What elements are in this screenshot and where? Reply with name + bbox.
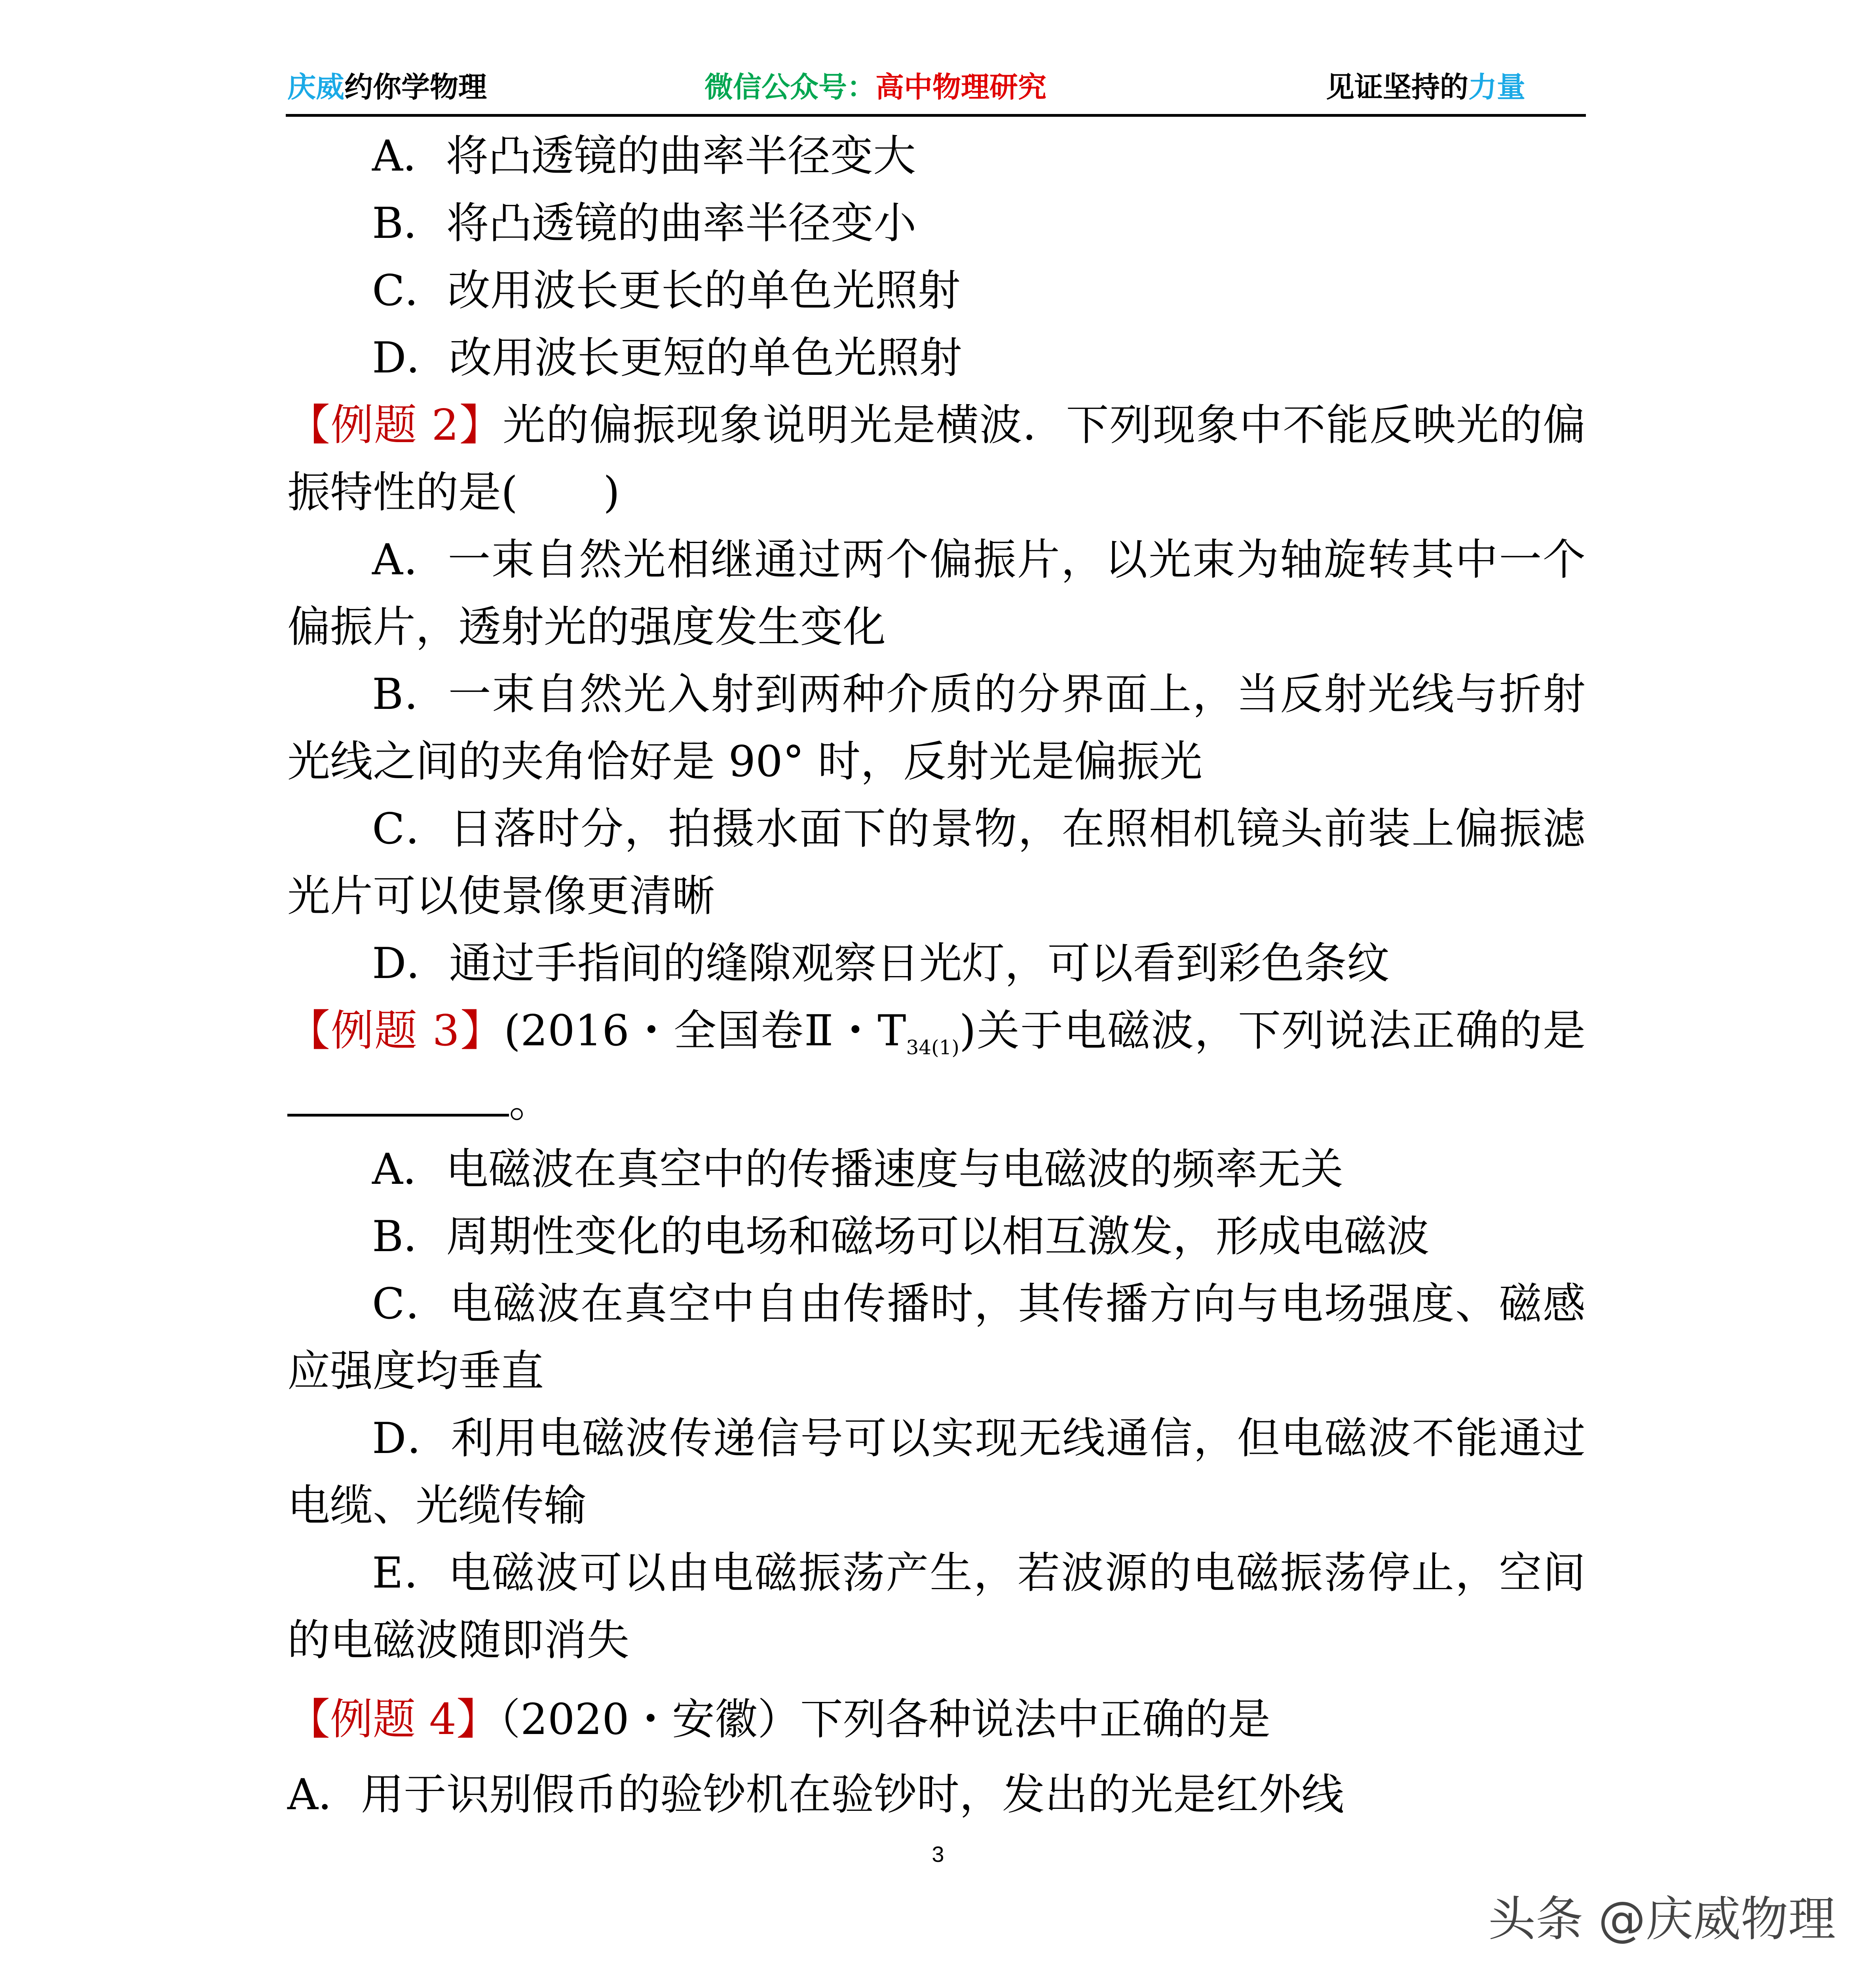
q3-option-c-1: C．电磁波在真空中自由传播时，其传播方向与电场强度、磁感 [372,1279,1585,1329]
q1-option-c: C．改用波长更长的单色光照射 [372,266,961,315]
header-mid-a: 微信公众号： [704,70,876,104]
q3-blank-line [287,1077,1585,1128]
header-right-b: 力量 [1468,70,1526,104]
header-left-b: 约你学物理 [344,70,487,104]
q3-option-e-2: 的电磁波随即消失 [287,1616,630,1665]
q3-option-b: B．周期性变化的电场和磁场可以相互激发，形成电磁波 [372,1212,1430,1261]
page-number: 3 [932,1842,944,1867]
q1-option-d: D．改用波长更短的单色光照射 [372,333,962,383]
q4-stem-text: （2020・安徽）下列各种说法中正确的是 [499,1695,1270,1744]
q3-option-d-2: 电缆、光缆传输 [287,1481,587,1531]
q3-source-sub: 34(1) [906,1036,959,1059]
q2-option-d: D．通过手指间的缝隙观察日光灯，可以看到彩色条纹 [372,939,1390,988]
q2-stem-2: 振特性的是( ) [287,468,620,517]
header-right-a: 见证坚持的 [1326,70,1469,104]
q3-option-e-1: E．电磁波可以由电磁振荡产生，若波源的电磁振荡停止，空间 [372,1548,1585,1598]
q2-option-b-2: 光线之间的夹角恰好是 90° 时，反射光是偏振光 [287,737,1203,786]
q2-stem-1: 光的偏振现象说明光是横波．下列现象中不能反映光的偏 [503,401,1585,450]
q2-option-c-1: C．日落时分，拍摄水面下的景物，在照相机镜头前装上偏振滤 [372,804,1585,854]
header-mid [704,67,1046,107]
q4-option-a: A．用于识别假币的验钞机在验钞时，发出的光是红外线 [287,1770,1344,1819]
answer-blank [287,1082,509,1117]
header-right [1326,67,1525,107]
q4-stem [287,1694,1585,1745]
q3-option-c-2: 应强度均垂直 [287,1347,544,1396]
q3-stem [287,1005,1585,1073]
q2-option-a-1: A．一束自然光相继通过两个偏振片，以光束为轴旋转其中一个 [372,535,1585,585]
watermark: 头条 @庆威物理 [1488,1892,1836,1947]
q2-stem [287,400,1585,451]
q1-option-a: A．将凸透镜的曲率半径变大 [372,131,916,181]
header-rule [286,114,1586,117]
q3-source: (2016・全国卷Ⅱ・T [504,1006,906,1056]
q3-stem-text: )关于电磁波，下列说法正确的是 [959,1006,1586,1056]
q3-end: 。 [509,1077,552,1127]
q2-option-b-1: B．一束自然光入射到两种介质的分界面上，当反射光线与折射 [372,670,1585,719]
header-left-a: 庆威 [287,70,345,104]
q3-tag: 【例题 3】 [287,1006,504,1056]
header-mid-b: 高中物理研究 [875,70,1047,104]
q2-option-a-2: 偏振片，透射光的强度发生变化 [287,602,886,652]
q1-option-b: B．将凸透镜的曲率半径变小 [372,199,917,248]
header-left [287,67,487,107]
q3-option-a: A．电磁波在真空中的传播速度与电磁波的频率无关 [372,1145,1343,1194]
q2-option-c-2: 光片可以使景像更清晰 [287,872,715,921]
q2-tag: 【例题 2】 [287,401,503,450]
q3-option-d-1: D．利用电磁波传递信号可以实现无线通信，但电磁波不能通过 [372,1414,1585,1463]
q4-tag: 【例题 4】 [287,1695,499,1744]
